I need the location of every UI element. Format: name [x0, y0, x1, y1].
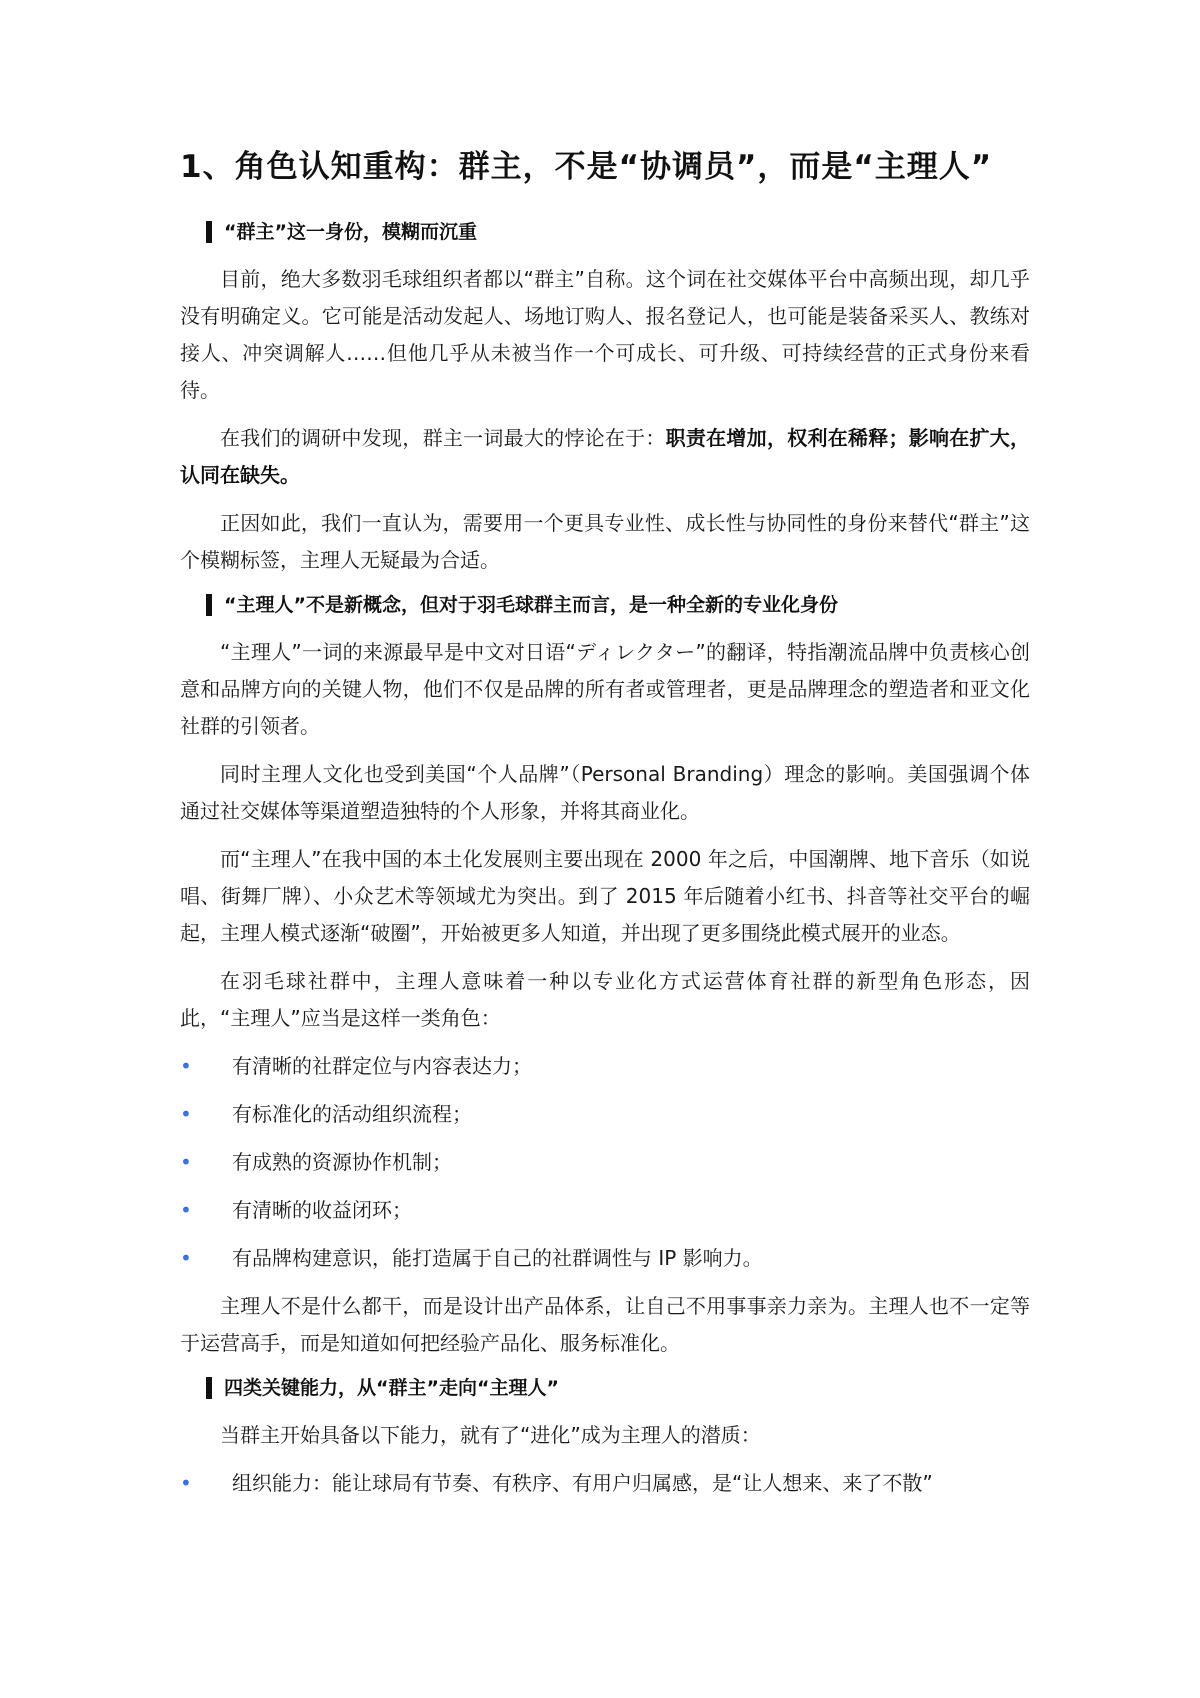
section-heading-text: “主理人”不是新概念，但对于羽毛球群主而言，是一种全新的专业化身份: [224, 594, 838, 616]
paragraph: 正因如此，我们一直认为，需要用一个更具专业性、成长性与协同性的身份来替代“群主”这个模糊标签，主理人无疑最为合适。: [180, 511, 1030, 572]
paragraph: 同时主理人文化也受到美国“个人品牌”（Personal Branding）理念的影响。美国强调个体通过社交媒体等渠道塑造独特的个人形象，并将其商业化。: [180, 762, 1030, 823]
list-item: [180, 1465, 1030, 1502]
list-item: [180, 1192, 1030, 1229]
page-title: 1、角色认知重构：群主，不是“协调员”，而是“主理人”: [180, 149, 993, 185]
section-heading-text: 四类关键能力，从“群主”走向“主理人”: [224, 1377, 559, 1399]
paragraph: 而“主理人”在我中国的本土化发展则主要出现在 2000 年之后，中国潮牌、地下音乐（如说唱、街舞厂牌）、小众艺术等领域尤为突出。到了 2015 年后随着小红书、抖音等社交平台的崛起，主理人模式逐渐“破圈”，开始被更多人知道，并出现了更多围绕此模式展开的业态。: [180, 847, 1030, 945]
heading-bar-icon: [206, 1377, 212, 1399]
paragraph: 在羽毛球社群中，主理人意味着一种以专业化方式运营体育社群的新型角色形态，因此，“主理人”应当是这样一类角色：: [180, 969, 1030, 1030]
list-item: [180, 1096, 1030, 1133]
paragraph-lead: 在我们的调研中发现，群主一词最大的悖论在于：: [220, 426, 666, 450]
heading-bar-icon: [206, 594, 212, 616]
bullet-dot-icon: •: [180, 1054, 192, 1078]
list-item: [180, 1144, 1030, 1181]
paragraph: 主理人不是什么都干，而是设计出产品体系，让自己不用事事亲力亲为。主理人也不一定等于运营高手，而是知道如何把经验产品化、服务标准化。: [180, 1294, 1030, 1355]
paragraph: “主理人”一词的来源最早是中文对日语“ディレクター”的翻译，特指潮流品牌中负责核心创意和品牌方向的关键人物，他们不仅是品牌的所有者或管理者，更是品牌理念的塑造者和亚文化社群的引领者。: [180, 640, 1030, 738]
bullet-list: [180, 1048, 1030, 1277]
section-heading-1: [206, 217, 1030, 247]
bullet-dot-icon: •: [180, 1246, 192, 1270]
paragraph: 目前，绝大多数羽毛球组织者都以“群主”自称。这个词在社交媒体平台中高频出现，却几乎没有明确定义。它可能是活动发起人、场地订购人、报名登记人，也可能是装备采买人、教练对接人、冲突调解人……但他几乎从未被当作一个可成长、可升级、可持续经营的正式身份来看待。: [180, 267, 1030, 402]
list-item-text: 有成熟的资源协作机制；: [232, 1150, 452, 1174]
bullet-dot-icon: •: [180, 1102, 192, 1126]
list-item: [180, 1240, 1030, 1277]
section-heading-2: [206, 590, 1030, 620]
list-item: [180, 1048, 1030, 1085]
section-heading-text: “群主”这一身份，模糊而沉重: [224, 221, 477, 243]
list-item-text: 组织能力：能让球局有节奏、有秩序、有用户归属感，是“让人想来、来了不散”: [232, 1471, 933, 1495]
list-item-text: 有清晰的社群定位与内容表达力；: [232, 1054, 532, 1078]
bullet-dot-icon: •: [180, 1150, 192, 1174]
bullet-dot-icon: •: [180, 1198, 192, 1222]
paragraph: [180, 420, 1030, 494]
paragraph: 当群主开始具备以下能力，就有了“进化”成为主理人的潜质：: [220, 1423, 761, 1447]
list-item-text: 有品牌构建意识，能打造属于自己的社群调性与 IP 影响力。: [232, 1246, 763, 1270]
list-item-text: 有标准化的活动组织流程；: [232, 1102, 472, 1126]
heading-bar-icon: [206, 221, 212, 243]
list-item-text: 有清晰的收益闭环；: [232, 1198, 412, 1222]
bullet-list: [180, 1465, 1030, 1502]
section-heading-3: [206, 1373, 1030, 1403]
bullet-dot-icon: •: [180, 1471, 192, 1495]
paragraph-emphasis: 职责在增加，权利在稀释；影响在扩大，认同在缺失。: [180, 426, 1031, 487]
